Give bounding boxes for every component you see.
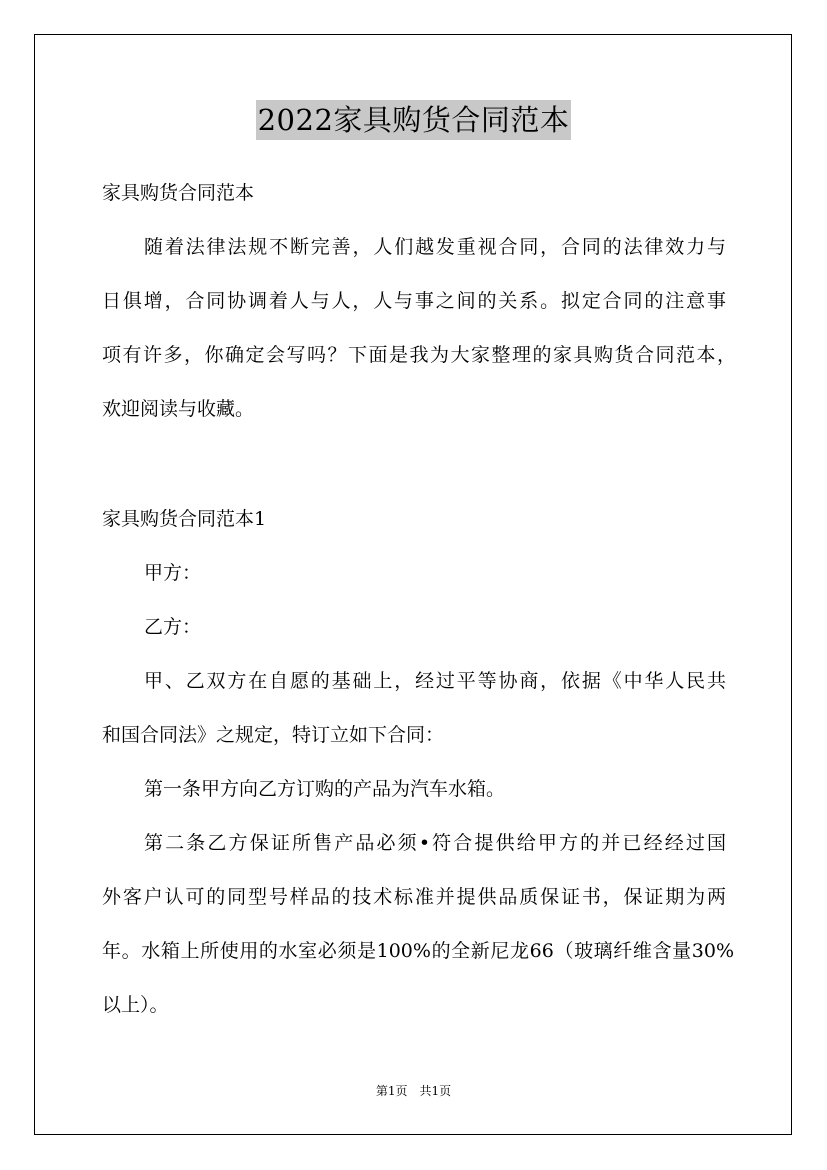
clause-intro-line-2: 和国合同法》之规定，特订立如下合同： <box>102 724 445 746</box>
document-title: 2022家具购货合同范本 <box>256 100 572 140</box>
intro-line-2: 日俱增，合同协调着人与人，人与事之间的关系。拟定合同的注意事 <box>102 290 726 312</box>
title-container <box>0 100 827 140</box>
article-2-line-1: 第二条乙方保证所售产品必须•符合提供给甲方的并已经经过国 <box>144 832 726 854</box>
intro-line-1: 随着法律法规不断完善，人们越发重视合同，合同的法律效力与 <box>144 236 726 258</box>
page-footer: 第1页 共1页 <box>375 1084 452 1098</box>
article-2-line-4: 以上）。 <box>102 994 169 1016</box>
article-2-line-3: 年。水箱上所使用的水室必须是100%的全新尼龙66（玻璃纤维含量30% <box>102 940 734 962</box>
section-heading: 家具购货合同范本1 <box>102 508 267 530</box>
clause-intro-line-1: 甲、乙双方在自愿的基础上，经过平等协商，依据《中华人民共 <box>144 670 726 692</box>
party-a-label: 甲方： <box>144 562 202 584</box>
article-1: 第一条甲方向乙方订购的产品为汽车水箱。 <box>144 778 506 800</box>
intro-line-3: 项有许多，你确定会写吗？下面是我为大家整理的家具购货合同范本， <box>102 344 736 366</box>
party-b-label: 乙方： <box>144 616 202 638</box>
document-subtitle: 家具购货合同范本 <box>102 182 255 204</box>
article-2-line-2: 外客户认可的同型号样品的技术标准并提供品质保证书，保证期为两 <box>102 886 726 908</box>
intro-line-4: 欢迎阅读与收藏。 <box>102 398 255 420</box>
